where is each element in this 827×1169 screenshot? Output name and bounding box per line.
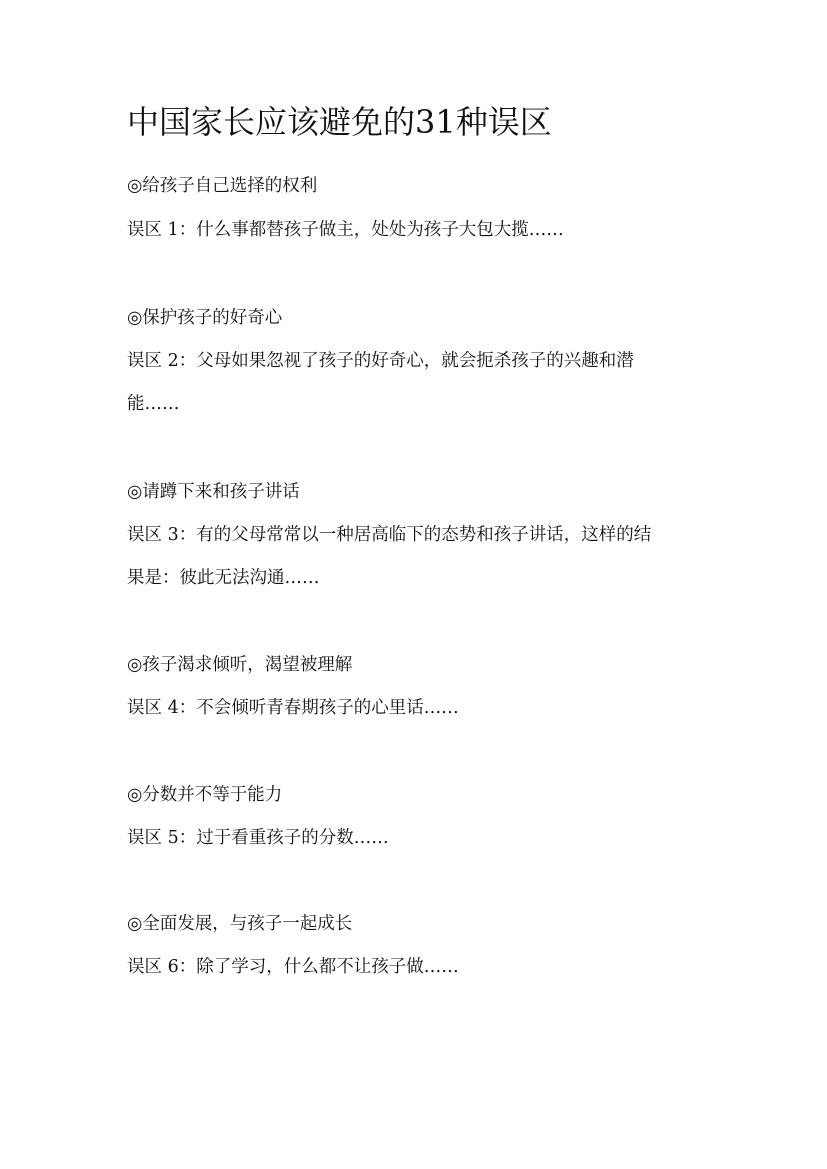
section-text-2-line-1: 误区 2：父母如果忽视了孩子的好奇心，就会扼杀孩子的兴趣和潜 xyxy=(127,351,634,371)
section-heading-1: ◎给孩子自己选择的权利 xyxy=(127,176,318,196)
section-heading-6: ◎全面发展，与孩子一起成长 xyxy=(127,914,353,934)
document-title: 中国家长应该避免的31种误区 xyxy=(127,103,552,141)
section-text-1-line-1: 误区 1：什么事都替孩子做主，处处为孩子大包大揽…… xyxy=(127,220,564,240)
section-heading-3: ◎请蹲下来和孩子讲话 xyxy=(127,482,300,502)
section-text-5-line-1: 误区 5：过于看重孩子的分数…… xyxy=(127,828,389,848)
section-text-3-line-2: 果是：彼此无法沟通…… xyxy=(127,568,320,588)
section-heading-5: ◎分数并不等于能力 xyxy=(127,785,283,805)
section-text-6-line-1: 误区 6：除了学习，什么都不让孩子做…… xyxy=(127,957,459,977)
section-heading-2: ◎保护孩子的好奇心 xyxy=(127,308,283,328)
section-text-3-line-1: 误区 3：有的父母常常以一种居高临下的态势和孩子讲话，这样的结 xyxy=(127,525,652,545)
section-text-2-line-2: 能…… xyxy=(127,394,180,414)
section-text-4-line-1: 误区 4：不会倾听青春期孩子的心里话…… xyxy=(127,698,459,718)
section-heading-4: ◎孩子渴求倾听，渴望被理解 xyxy=(127,655,353,675)
